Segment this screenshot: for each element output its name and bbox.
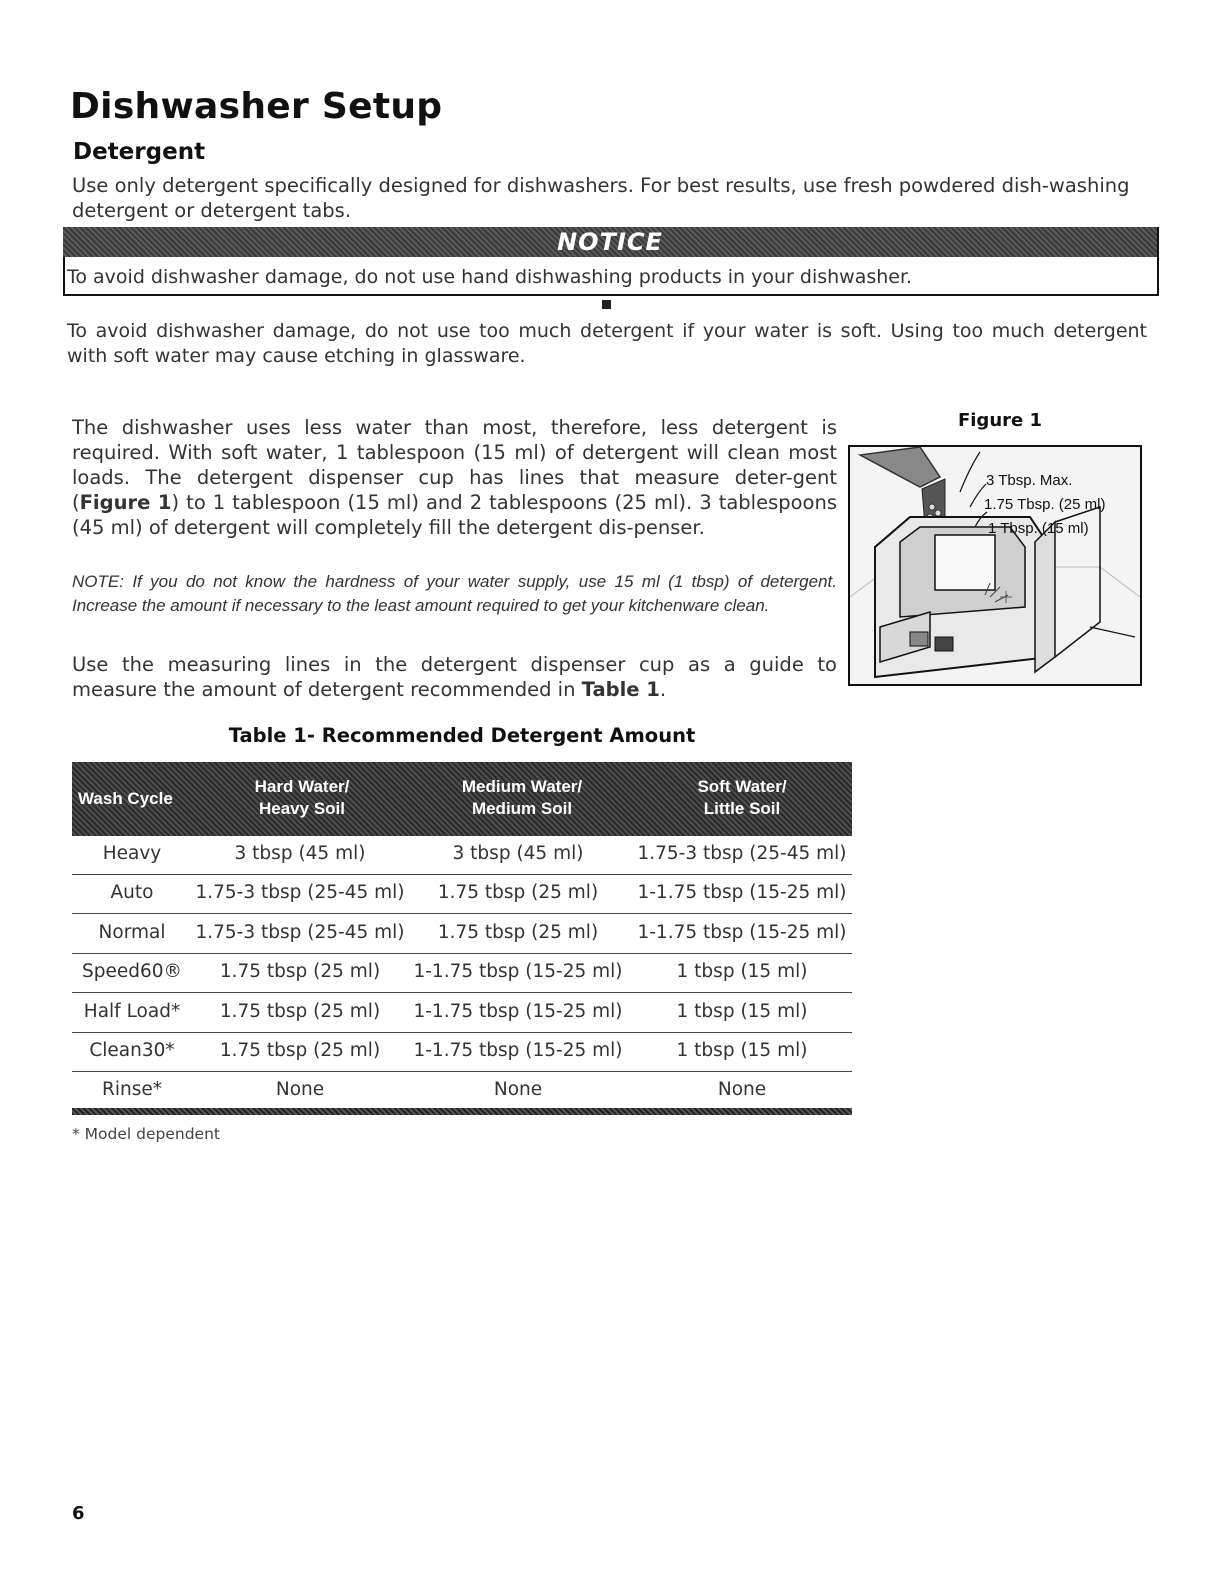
header-soft-water-line1: Soft Water/: [697, 777, 787, 796]
header-soft-water-line2: Little Soil: [703, 799, 781, 818]
cell-hard-water: 3 tbsp (45 ml): [234, 843, 366, 864]
table-bottom-rule: [72, 1108, 852, 1115]
header-hard-water-line1: Hard Water/: [254, 777, 350, 796]
cell-medium-water: 1.75 tbsp (25 ml): [437, 922, 599, 943]
figure-label-175: 1.75 Tbsp. (25 ml): [984, 496, 1106, 513]
table-row: [72, 1033, 852, 1072]
cell-hard-water: 1.75-3 tbsp (25-45 ml): [195, 882, 405, 903]
cell-wash-cycle: Normal: [98, 922, 166, 943]
note-paragraph: NOTE: If you do not know the hardness of your water supply, use 15 ml (1 tbsp) of detergent. Increase the amount if necessary to the least amount required to get your kitchenware clean.: [72, 572, 837, 615]
cell-soft-water: 1-1.75 tbsp (15-25 ml): [637, 922, 847, 943]
body-paragraph-2: [72, 652, 837, 702]
cell-medium-water: 1-1.75 tbsp (15-25 ml): [413, 1001, 623, 1022]
cell-soft-water: None: [717, 1079, 767, 1100]
figure-label-1: 1 Tbsp. (15 ml): [988, 520, 1089, 537]
header-soft-water: [652, 776, 832, 820]
notice-title: NOTICE: [557, 228, 663, 256]
dispenser-illustration: [850, 447, 1140, 684]
cell-hard-water: 1.75 tbsp (25 ml): [219, 1001, 381, 1022]
cell-wash-cycle: Speed60®: [81, 961, 183, 982]
body-text-part: ) to 1 tablespoon (15 ml) and 2 tablespoons (25 ml). 3 tablespoons (45 ml) of detergent will completely fill the detergent dis-penser.: [72, 491, 838, 539]
bullet-square-icon: [602, 300, 611, 309]
cell-medium-water: 1-1.75 tbsp (15-25 ml): [413, 1040, 623, 1061]
figure-label-max: 3 Tbsp. Max.: [986, 472, 1073, 489]
table-footnote: * Model dependent: [72, 1125, 220, 1143]
header-medium-water: [422, 776, 622, 820]
header-medium-water-line1: Medium Water/: [461, 777, 583, 796]
cell-soft-water: 1 tbsp (15 ml): [676, 961, 808, 982]
table-title: Table 1- Recommended Detergent Amount: [228, 724, 696, 747]
cell-hard-water: 1.75 tbsp (25 ml): [219, 961, 381, 982]
figure-detergent-dispenser: [848, 445, 1142, 686]
header-medium-water-line2: Medium Soil: [471, 799, 573, 818]
cell-wash-cycle: Clean30*: [89, 1040, 175, 1061]
header-wash-cycle: Wash Cycle: [78, 789, 173, 808]
section-heading: Detergent: [73, 139, 206, 165]
cell-soft-water: 1-1.75 tbsp (15-25 ml): [637, 882, 847, 903]
cell-hard-water: 1.75-3 tbsp (25-45 ml): [195, 922, 405, 943]
table-row: [72, 875, 852, 914]
intro-paragraph: Use only detergent specifically designed for dishwashers. For best results, use fresh powdered dish-washing detergent or detergent tabs.: [72, 174, 1130, 222]
page-number: 6: [72, 1503, 85, 1524]
body-text-part: The dishwasher uses less water than most, therefore, less detergent is required. With soft water, 1 tablespoon (15 ml) of detergent will clean most loads. The detergent dispenser cup has lines that measure deter-gent (: [72, 416, 837, 514]
cell-hard-water: None: [275, 1079, 325, 1100]
cell-soft-water: 1 tbsp (15 ml): [676, 1040, 808, 1061]
figure-caption: Figure 1: [957, 410, 1043, 431]
cell-medium-water: 1-1.75 tbsp (15-25 ml): [413, 961, 623, 982]
table-row: [72, 954, 852, 993]
table-row: [72, 915, 852, 954]
cell-medium-water: None: [493, 1079, 543, 1100]
cell-wash-cycle: Heavy: [102, 843, 162, 864]
table-row: [72, 836, 852, 875]
cell-wash-cycle: Auto: [110, 882, 154, 903]
cell-medium-water: 1.75 tbsp (25 ml): [437, 882, 599, 903]
header-hard-water-line2: Heavy Soil: [259, 799, 345, 818]
page-title: Dishwasher Setup: [70, 86, 443, 127]
figure-reference: Figure 1: [79, 491, 172, 514]
body-text-part: Use the measuring lines in the detergent dispenser cup as a guide to measure the amount of detergent recommended in: [72, 653, 837, 701]
table-reference: Table 1: [581, 678, 660, 701]
cell-medium-water: 3 tbsp (45 ml): [452, 843, 584, 864]
cell-wash-cycle: Rinse*: [102, 1079, 162, 1100]
header-hard-water: [212, 776, 392, 820]
notice-text-2: To avoid dishwasher damage, do not use too much detergent if your water is soft. Using too much detergent with soft water may cause etching in glassware.: [67, 320, 1147, 367]
cell-hard-water: 1.75 tbsp (25 ml): [219, 1040, 381, 1061]
table-header: [72, 762, 852, 836]
body-text-part: .: [659, 678, 667, 701]
cell-wash-cycle: Half Load*: [83, 1001, 181, 1022]
cell-soft-water: 1 tbsp (15 ml): [676, 1001, 808, 1022]
notice-text-1: To avoid dishwasher damage, do not use hand dishwashing products in your dishwasher.: [67, 266, 913, 288]
table-row: [72, 1072, 852, 1110]
cell-soft-water: 1.75-3 tbsp (25-45 ml): [637, 843, 847, 864]
body-paragraph-1: [72, 415, 837, 540]
table-row: [72, 994, 852, 1033]
